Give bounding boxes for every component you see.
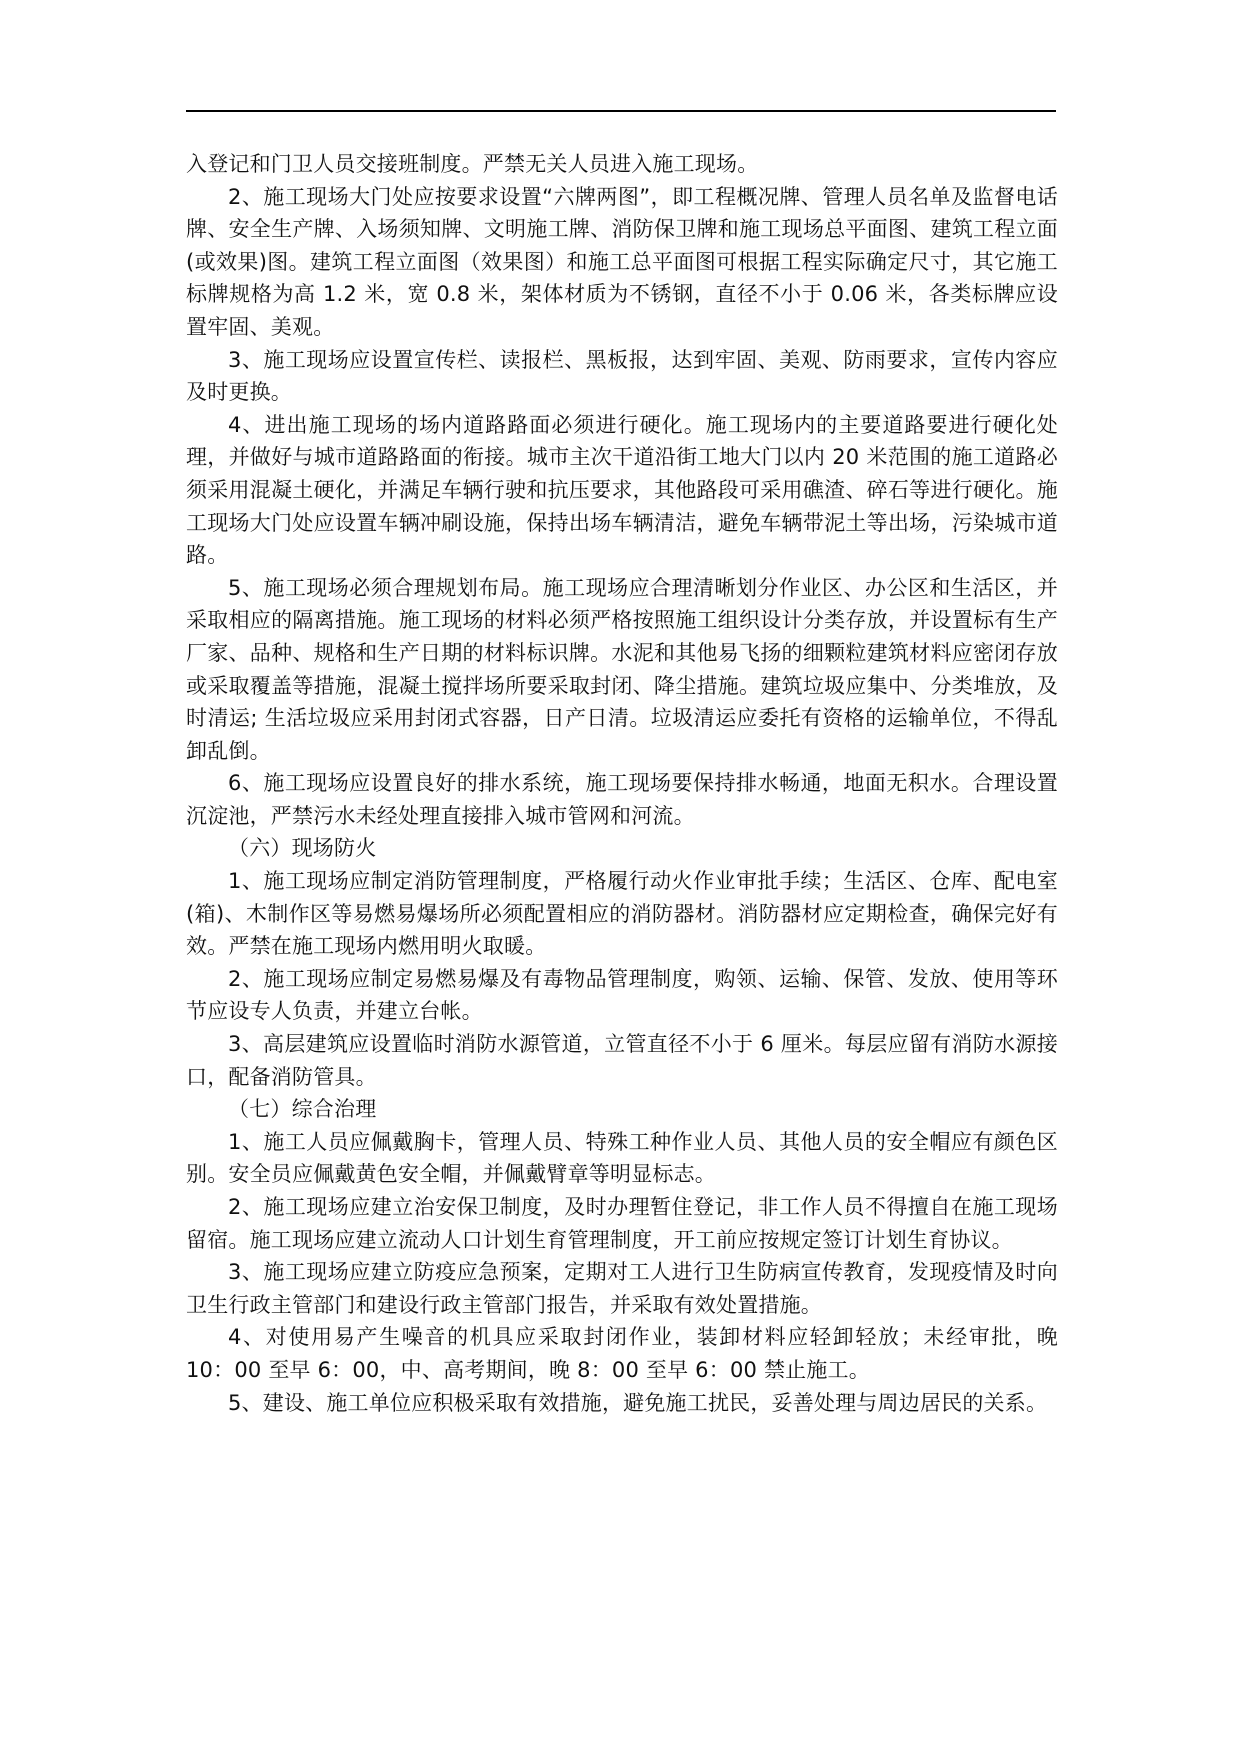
paragraph-item-2-signboards: 2、施工现场大门处应按要求设置“六牌两图”，即工程概况牌、管理人员名单及监督电话牌、安全生产牌、入场须知牌、文明施工牌、消防保卫牌和施工现场总平面图、建筑工程立面(或效果)图。建筑工程立面图（效果图）和施工总平面图可根据工程实际确定尺寸，其它施工标牌规格为高 1.2 米，宽 0.8 米，架体材质为不锈钢，直径不小于 0.06 米，各类标牌应设置牢固、美观。 <box>186 184 1058 339</box>
paragraph-fire-2: 2、施工现场应制定易燃易爆及有毒物品管理制度，购领、运输、保管、发放、使用等环节应设专人负责，并建立台帐。 <box>186 966 1058 1024</box>
paragraph-fire-3: 3、高层建筑应设置临时消防水源管道，立管直径不小于 6 厘米。每层应留有消防水源接口，配备消防管具。 <box>186 1032 1058 1089</box>
document-body <box>186 148 1058 1419</box>
header-rule <box>186 110 1056 112</box>
paragraph-item-4-roads: 4、进出施工现场的场内道路路面必须进行硬化。施工现场内的主要道路要进行硬化处理，并做好与城市道路路面的衔接。城市主次干道沿街工地大门以内 20 米范围的施工道路必须采用混凝土硬化，并满足车辆行驶和抗压要求，其他路段可采用礁渣、碎石等进行硬化。施工现场大门处应设置车辆冲刷设施，保持出场车辆清洁，避免车辆带泥土等出场，污染城市道路。 <box>186 412 1058 568</box>
paragraph-management-1: 1、施工人员应佩戴胸卡，管理人员、特殊工种作业人员、其他人员的安全帽应有颜色区别。安全员应佩戴黄色安全帽，并佩戴臂章等明显标志。 <box>186 1129 1058 1187</box>
paragraph-management-4: 4、对使用易产生噪音的机具应采取封闭作业，装卸材料应轻卸轻放；未经审批，晚 10：00 至早 6：00，中、高考期间，晚 8：00 至早 6：00 禁止施工。 <box>186 1325 1058 1382</box>
paragraph-management-2: 2、施工现场应建立治安保卫制度，及时办理暂住登记，非工作人员不得擅自在施工现场留宿。施工现场应建立流动人口计划生育管理制度，开工前应按规定签订计划生育协议。 <box>186 1195 1058 1252</box>
paragraph-management-5: 5、建设、施工单位应积极采取有效措施，避免施工扰民，妥善处理与周边居民的关系。 <box>228 1390 1048 1415</box>
paragraph-management-3: 3、施工现场应建立防疫应急预案，定期对工人进行卫生防病宣传教育，发现疫情及时向卫生行政主管部门和建设行政主管部门报告，并采取有效处置措施。 <box>186 1260 1058 1317</box>
section-heading-management: （七）综合治理 <box>228 1097 377 1122</box>
paragraph-item-6-drainage: 6、施工现场应设置良好的排水系统，施工现场要保持排水畅通，地面无积水。合理设置沉淀池，严禁污水未经处理直接排入城市管网和河流。 <box>186 771 1058 828</box>
paragraph-fire-1: 1、施工现场应制定消防管理制度，严格履行动火作业审批手续；生活区、仓库、配电室(箱)、木制作区等易燃易爆场所必须配置相应的消防器材。消防器材应定期检查，确保完好有效。严禁在施工现场内燃用明火取暖。 <box>186 869 1058 959</box>
paragraph-item-5-layout: 5、施工现场必须合理规划布局。施工现场应合理清晰划分作业区、办公区和生活区，并采取相应的隔离措施。施工现场的材料必须严格按照施工组织设计分类存放，并设置标有生产厂家、品种、规格和生产日期的材料标识牌。水泥和其他易飞扬的细颗粒建筑材料应密闭存放或采取覆盖等措施，混凝土搅拌场所要采取封闭、降尘措施。建筑垃圾应集中、分类堆放，及时清运; 生活垃圾应采用封闭式容器，日产日清。垃圾清运应委托有资格的运输单位，不得乱卸乱倒。 <box>186 575 1058 763</box>
paragraph-continuation: 入登记和门卫人员交接班制度。严禁无关人员进入施工现场。 <box>186 152 759 176</box>
section-heading-fire: （六）现场防火 <box>228 836 377 861</box>
paragraph-item-3-bulletin: 3、施工现场应设置宣传栏、读报栏、黑板报，达到牢固、美观、防雨要求，宣传内容应及时更换。 <box>186 347 1058 405</box>
